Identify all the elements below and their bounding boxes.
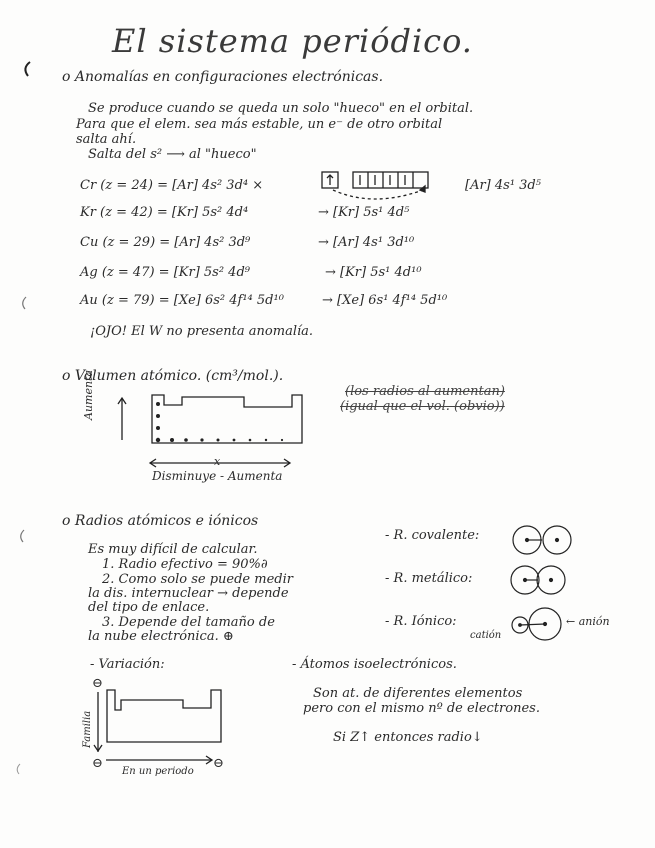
anomalies-text-line-1: Se produce cuando se queda un solo "hueco" en el orbital. <box>88 101 474 116</box>
anomalies-text-line-3: salta ahí. <box>76 132 137 147</box>
axis-label-bottom: Disminuye - Aumenta <box>152 469 283 483</box>
config-row-cu: Cu (z = 29) = [Ar] 4s² 3d⁹ <box>80 235 251 250</box>
radii-heading: o Radios atómicos e iónicos <box>62 513 259 529</box>
radii-line-6: 3. Depende del tamaño de <box>102 615 275 630</box>
anomalies-text-line-2: Para que el elem. sea más estable, un e⁻ de otro orbital <box>76 117 443 132</box>
anion-label: ← anión <box>566 615 610 628</box>
radii-line-4: la dis. internuclear → depende <box>88 586 289 601</box>
isoelectronic-heading: - Átomos isoelectrónicos. <box>292 657 457 672</box>
metallic-radius-diagram <box>511 566 565 594</box>
config-row-ag-result: → [Kr] 5s¹ 4d¹⁰ <box>325 265 422 280</box>
radii-line-5: del tipo de enlace. <box>88 600 210 615</box>
margin-mark-2 <box>23 297 26 309</box>
config-row-au: Au (z = 79) = [Xe] 6s² 4f¹⁴ 5d¹⁰ <box>80 293 284 308</box>
margin-mark-4 <box>17 764 20 774</box>
covalent-label: - R. covalente: <box>385 528 480 543</box>
cation-label: catión <box>470 630 502 641</box>
minus-sign-bottom-right: ⊖ <box>213 756 224 771</box>
config-row-kr-result: → [Kr] 5s¹ 4d⁵ <box>318 205 410 220</box>
jump-line: Salta del s² ⟶ al "hueco" <box>88 147 257 162</box>
anomalies-heading: o Anomalías en configuraciones electrónicas. <box>62 69 384 85</box>
volume-table-sketch <box>118 395 302 467</box>
margin-mark-1 <box>25 62 30 76</box>
orbital-diagram <box>322 172 428 199</box>
iso-line-3: Si Z↑ entonces radio↓ <box>333 730 483 745</box>
radii-line-7: la nube electrónica. ⊕ <box>88 629 234 644</box>
variation-label: - Variación: <box>90 657 165 672</box>
config-row-cr-result: [Ar] 4s¹ 3d⁵ <box>465 178 541 193</box>
config-row-ag: Ag (z = 47) = [Kr] 5s² 4d⁹ <box>80 265 250 280</box>
ionic-label: - R. Iónico: <box>385 614 457 629</box>
axis-label-increase: Aumenta <box>82 369 95 420</box>
volume-heading: o Volumen atómico. (cm³/mol.). <box>62 368 284 384</box>
radii-line-3: 2. Como solo se puede medir <box>102 572 293 587</box>
iso-line-1: Son at. de diferentes elementos <box>313 686 523 701</box>
config-row-cu-result: → [Ar] 4s¹ 3d¹⁰ <box>318 235 415 250</box>
ionic-radius-diagram <box>512 608 561 640</box>
struck-note-1: (los radios al aumentan) <box>345 384 505 399</box>
covalent-radius-diagram <box>513 526 571 554</box>
radii-line-1: Es muy difícil de calcular. <box>88 542 258 557</box>
variation-table-sketch <box>94 690 221 764</box>
iso-line-2: pero con el mismo nº de electrones. <box>303 701 540 716</box>
config-row-cr: Cr (z = 24) = [Ar] 4s² 3d⁴ × <box>80 178 264 193</box>
margin-mark-3 <box>21 530 24 542</box>
config-row-au-result: → [Xe] 6s¹ 4f¹⁴ 5d¹⁰ <box>322 293 448 308</box>
minus-sign-top: ⊖ <box>92 676 103 691</box>
axis-mark-x: x <box>214 455 221 468</box>
metallic-label: - R. metálico: <box>385 571 473 586</box>
struck-note-2: (igual que el vol. (obvio)) <box>340 399 505 414</box>
config-row-kr: Kr (z = 42) = [Kr] 5s² 4d⁴ <box>80 205 249 220</box>
period-axis-label: En un periodo <box>122 766 194 777</box>
volume-dots <box>156 402 283 442</box>
w-note: ¡OJO! El W no presenta anomalía. <box>90 324 314 339</box>
page-title: El sistema periódico. <box>112 22 473 60</box>
family-axis-label: Familia <box>82 710 93 748</box>
radii-line-2: 1. Radio efectivo = 90%∂ <box>102 557 268 572</box>
minus-sign-bottom-left: ⊖ <box>92 756 103 771</box>
